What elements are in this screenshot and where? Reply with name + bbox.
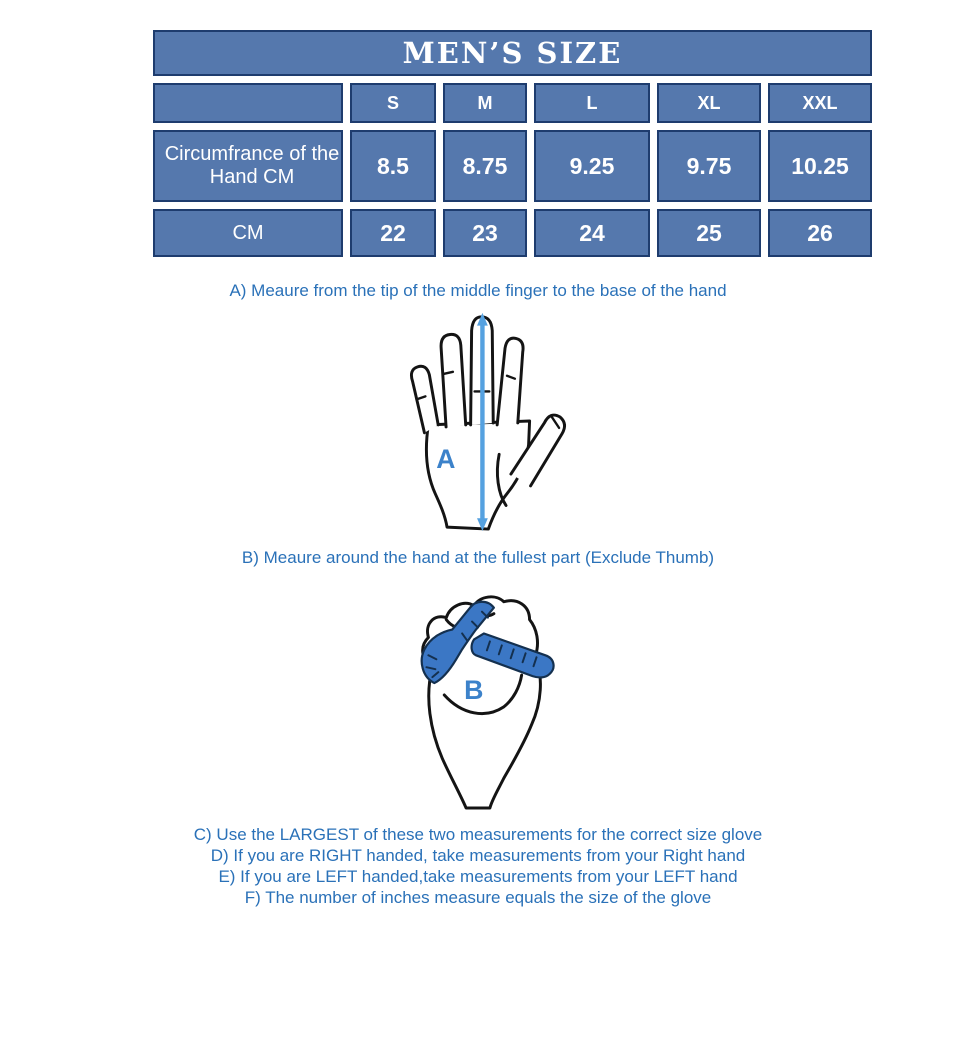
table-row [153,130,872,202]
instruction-a: A) Meaure from the tip of the middle finger to the base of the hand [229,281,727,300]
size-col-header-l: L [534,83,650,123]
circumference-value-xl: 9.75 [657,130,761,202]
circumference-value-s: 8.5 [350,130,436,202]
circumference-value-l: 9.25 [534,130,650,202]
size-col-header-s: S [350,83,436,123]
table-row [153,209,872,257]
index-finger [497,338,523,425]
open-hand-length-illustration [383,305,573,533]
size-header-row [153,83,872,123]
cm-value-m: 23 [443,209,527,257]
size-col-header-xxl: XXL [768,83,872,123]
ring-finger [441,334,466,426]
size-col-header-xl: XL [657,83,761,123]
hand-b-label: B [464,674,484,705]
mens-size-table [146,23,879,264]
blank-corner-cell [153,83,343,123]
row-label-circumference: Circumfrance of the Hand CM [153,130,343,202]
table-title: MEN’S SIZE [153,30,872,76]
table-title-row [153,30,872,76]
row-label-cm: CM [153,209,343,257]
circumference-value-m: 8.75 [443,130,527,202]
instruction-b: B) Meaure around the hand at the fullest part (Exclude Thumb) [241,548,715,567]
cm-value-s: 22 [350,209,436,257]
cm-value-xxl: 26 [768,209,872,257]
size-col-header-m: M [443,83,527,123]
hand-a-label: A [436,444,456,475]
cm-value-xl: 25 [657,209,761,257]
fist-circumference-illustration [378,572,578,810]
cm-value-l: 24 [534,209,650,257]
instruction-f: F) The number of inches measure equals the size of the glove [244,888,712,907]
circumference-value-xxl: 10.25 [768,130,872,202]
instruction-d: D) If you are RIGHT handed, take measurements from your Right hand [210,846,746,865]
instruction-c: C) Use the LARGEST of these two measurements for the correct size glove [193,825,763,844]
instructions-c-to-f [0,824,956,908]
instruction-e: E) If you are LEFT handed,take measurements from your LEFT hand [218,867,738,886]
